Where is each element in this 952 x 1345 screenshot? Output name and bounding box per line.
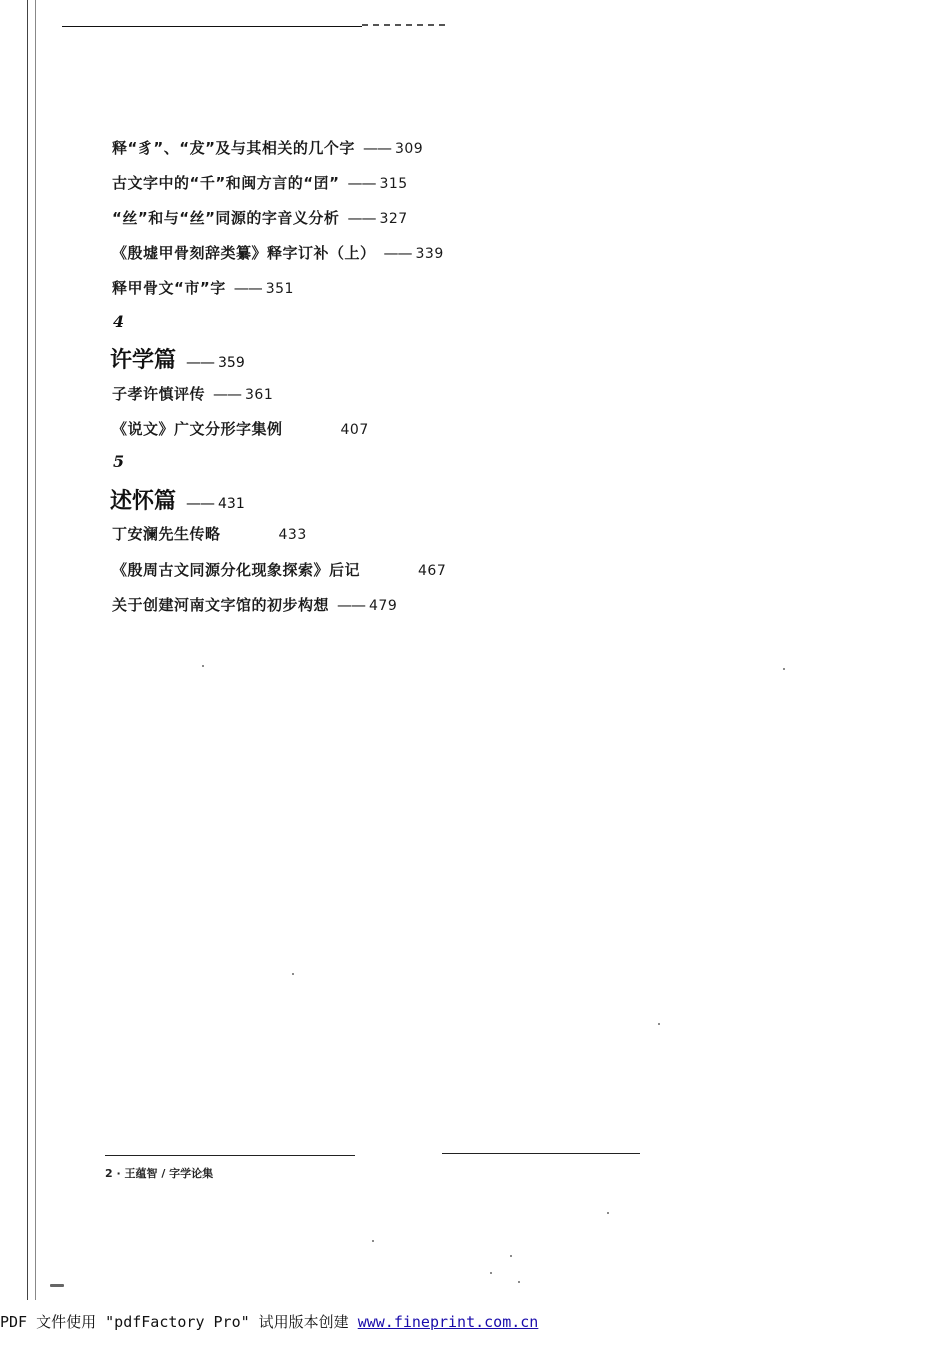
section-title: 许学篇 [110, 347, 177, 373]
section-heading [110, 343, 245, 374]
footer-rule [105, 1155, 355, 1156]
scan-speck [372, 1240, 374, 1242]
toc-entry [112, 242, 444, 263]
toc-entry [112, 383, 273, 404]
toc-entry-page: 467 [418, 563, 447, 579]
toc-entry-page: 433 [278, 527, 307, 543]
toc-entry-page: 315 [379, 176, 408, 192]
toc-entry-page: 407 [340, 422, 369, 438]
toc-leader: —— [337, 596, 366, 614]
scan-speck [658, 1023, 660, 1025]
toc-entry [112, 523, 307, 544]
toc-entry-page: 351 [265, 281, 294, 297]
scan-speck [518, 1281, 520, 1283]
toc-entry-title: 关于创建河南文字馆的初步构想 [112, 596, 330, 614]
toc-entry-title: “丝”和与“丝”同源的字音义分析 [112, 209, 340, 227]
running-footer: 2 · 王蕴智 / 字学论集 [105, 1167, 214, 1180]
toc-entry-page: 361 [245, 387, 274, 403]
scan-speck [607, 1212, 609, 1214]
toc-entry-title: 古文字中的“千”和闽方言的“囝” [112, 174, 340, 192]
toc-leader: —— [362, 139, 391, 157]
pdf-watermark [0, 1311, 538, 1332]
toc-entry-title: 释“豸”、“犮”及与其相关的几个字 [112, 139, 355, 157]
toc-entry-title: 《说文》广文分形字集例 [112, 420, 283, 438]
toc-entry [112, 172, 408, 193]
part-number: 4 [113, 312, 125, 331]
scan-speck [510, 1255, 512, 1257]
scan-speck [490, 1272, 492, 1274]
toc-entry [112, 137, 423, 158]
section-title: 述怀篇 [110, 488, 177, 514]
toc-entry [112, 277, 294, 298]
toc-entry-page: 479 [369, 598, 398, 614]
toc-leader: —— [186, 353, 215, 371]
toc-entry-title: 释甲骨文“市”字 [112, 279, 226, 297]
toc-entry-title: 丁安澜先生传略 [112, 525, 221, 543]
header-rule [62, 26, 362, 27]
toc-entry [112, 418, 369, 439]
scan-speck [50, 1284, 64, 1287]
scan-speck [202, 665, 204, 667]
toc-leader: —— [233, 279, 262, 297]
watermark-link[interactable]: www.fineprint.com.cn [357, 1313, 539, 1331]
toc-leader: —— [186, 494, 215, 512]
toc-leader: —— [213, 385, 242, 403]
scan-speck [783, 668, 785, 670]
watermark-text: PDF 文件使用 "pdfFactory Pro" 试用版本创建 [0, 1313, 358, 1331]
part-number: 5 [113, 452, 125, 471]
toc-leader: —— [347, 209, 376, 227]
toc-entry-title: 《殷周古文同源分化现象探索》后记 [112, 561, 361, 579]
toc-entry-page: 339 [415, 246, 444, 262]
toc-leader: —— [383, 244, 412, 262]
scan-edge-line [35, 0, 36, 1300]
section-page: 359 [218, 355, 245, 371]
toc-entry [112, 594, 397, 615]
section-heading [110, 484, 245, 515]
scan-speck [292, 973, 294, 975]
toc-entry-page: 327 [379, 211, 408, 227]
footer-rule [442, 1153, 640, 1154]
toc-entry [112, 559, 446, 580]
header-rule-faded [362, 24, 448, 26]
toc-leader: —— [347, 174, 376, 192]
toc-entry [112, 207, 408, 228]
toc-entry-title: 子孝许慎评传 [112, 385, 206, 403]
scan-edge-line [27, 0, 28, 1300]
toc-entry-page: 309 [394, 141, 424, 157]
toc-entry-title: 《殷墟甲骨刻辞类纂》释字订补（上） [112, 244, 376, 262]
section-page: 431 [218, 496, 245, 512]
